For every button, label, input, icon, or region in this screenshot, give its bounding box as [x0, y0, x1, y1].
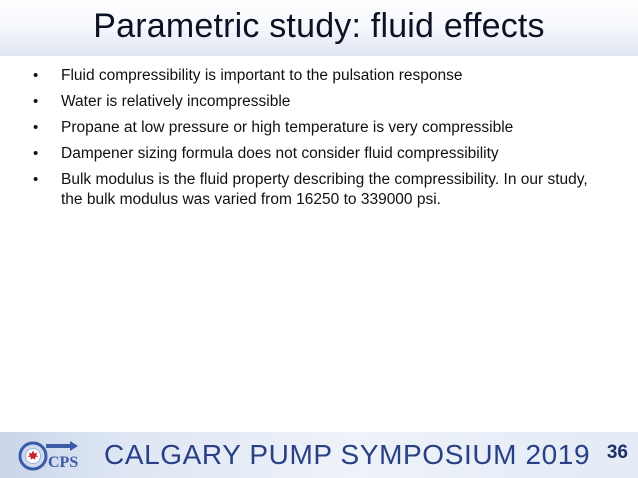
slide-header	[0, 0, 638, 56]
bullet-item	[30, 92, 610, 112]
bullet-dot: •	[33, 119, 39, 136]
bullet-text: Propane at low pressure or high temperature is very compressible	[61, 119, 514, 136]
bullet-dot: •	[33, 67, 39, 84]
slide-footer	[0, 432, 638, 478]
bullet-dot: •	[33, 145, 39, 162]
logo-text: CPS	[48, 454, 79, 471]
bullet-dot: •	[33, 93, 39, 110]
bullet-item	[30, 118, 610, 138]
bullet-list	[30, 66, 610, 216]
bullet-dot: •	[33, 171, 39, 188]
bullet-item	[30, 170, 610, 210]
bullet-text: Fluid compressibility is important to the pulsation response	[61, 67, 463, 84]
bullet-text: Bulk modulus is the fluid property describing the compressibility. In our study, the bulk modulus was varied from 16250 to 339000 psi.	[61, 171, 588, 208]
bullet-text: Dampener sizing formula does not consider fluid compressibility	[61, 145, 499, 162]
calgary-pump-symposium-logo-icon	[14, 436, 86, 474]
event-name: CALGARY PUMP SYMPOSIUM 2019	[104, 439, 591, 470]
bullet-item	[30, 144, 610, 164]
bullet-text: Water is relatively incompressible	[61, 93, 291, 110]
slide-title: Parametric study: fluid effects	[93, 7, 545, 45]
bullet-item	[30, 66, 610, 86]
page-number: 36	[606, 442, 628, 463]
